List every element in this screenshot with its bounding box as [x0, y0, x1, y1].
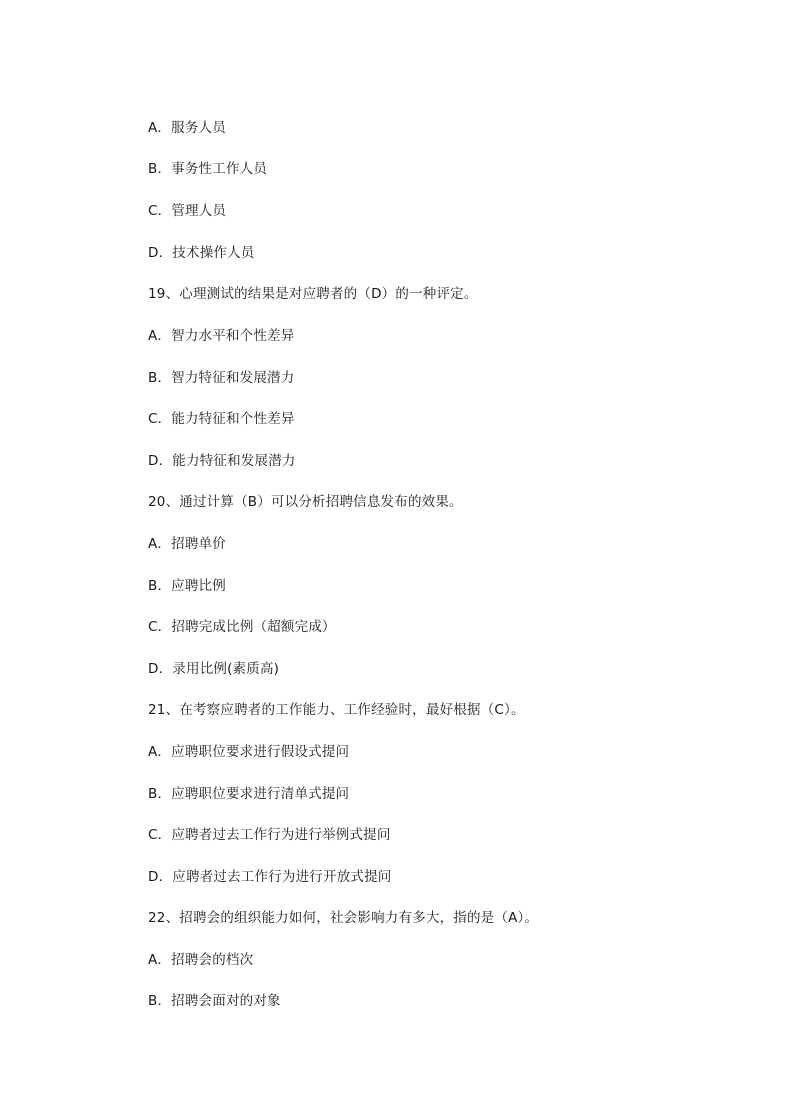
option-line: B．智力特征和发展潜力 — [148, 370, 295, 386]
option-line: C．管理人员 — [148, 203, 227, 219]
question-line: 21、在考察应聘者的工作能力、工作经验时，最好根据（C）。 — [148, 702, 525, 718]
option-line: A．智力水平和个性差异 — [148, 328, 295, 344]
question-line: 19、心理测试的结果是对应聘者的（D）的一种评定。 — [148, 286, 478, 302]
option-line: B．招聘会面对的对象 — [148, 993, 281, 1009]
option-line: D．应聘者过去工作行为进行开放式提问 — [148, 869, 392, 885]
option-line: D．录用比例(素质高) — [148, 661, 280, 677]
option-line: A．招聘单价 — [148, 536, 226, 552]
question-line: 20、通过计算（B）可以分析招聘信息发布的效果。 — [148, 494, 463, 510]
option-line: C．招聘完成比例（超额完成） — [148, 619, 336, 635]
option-line: C．应聘者过去工作行为进行举例式提问 — [148, 827, 391, 843]
option-line: B．应聘比例 — [148, 578, 226, 594]
option-line: B．事务性工作人员 — [148, 161, 268, 177]
option-line: D．能力特征和发展潜力 — [148, 453, 296, 469]
option-line: B．应聘职位要求进行清单式提问 — [148, 786, 350, 802]
option-line: C．能力特征和个性差异 — [148, 411, 295, 427]
option-line: A．服务人员 — [148, 120, 226, 136]
option-line: A．招聘会的档次 — [148, 952, 254, 968]
question-line: 22、招聘会的组织能力如何，社会影响力有多大，指的是（A）。 — [148, 910, 539, 926]
option-line: A．应聘职位要求进行假设式提问 — [148, 744, 350, 760]
option-line: D．技术操作人员 — [148, 245, 255, 261]
